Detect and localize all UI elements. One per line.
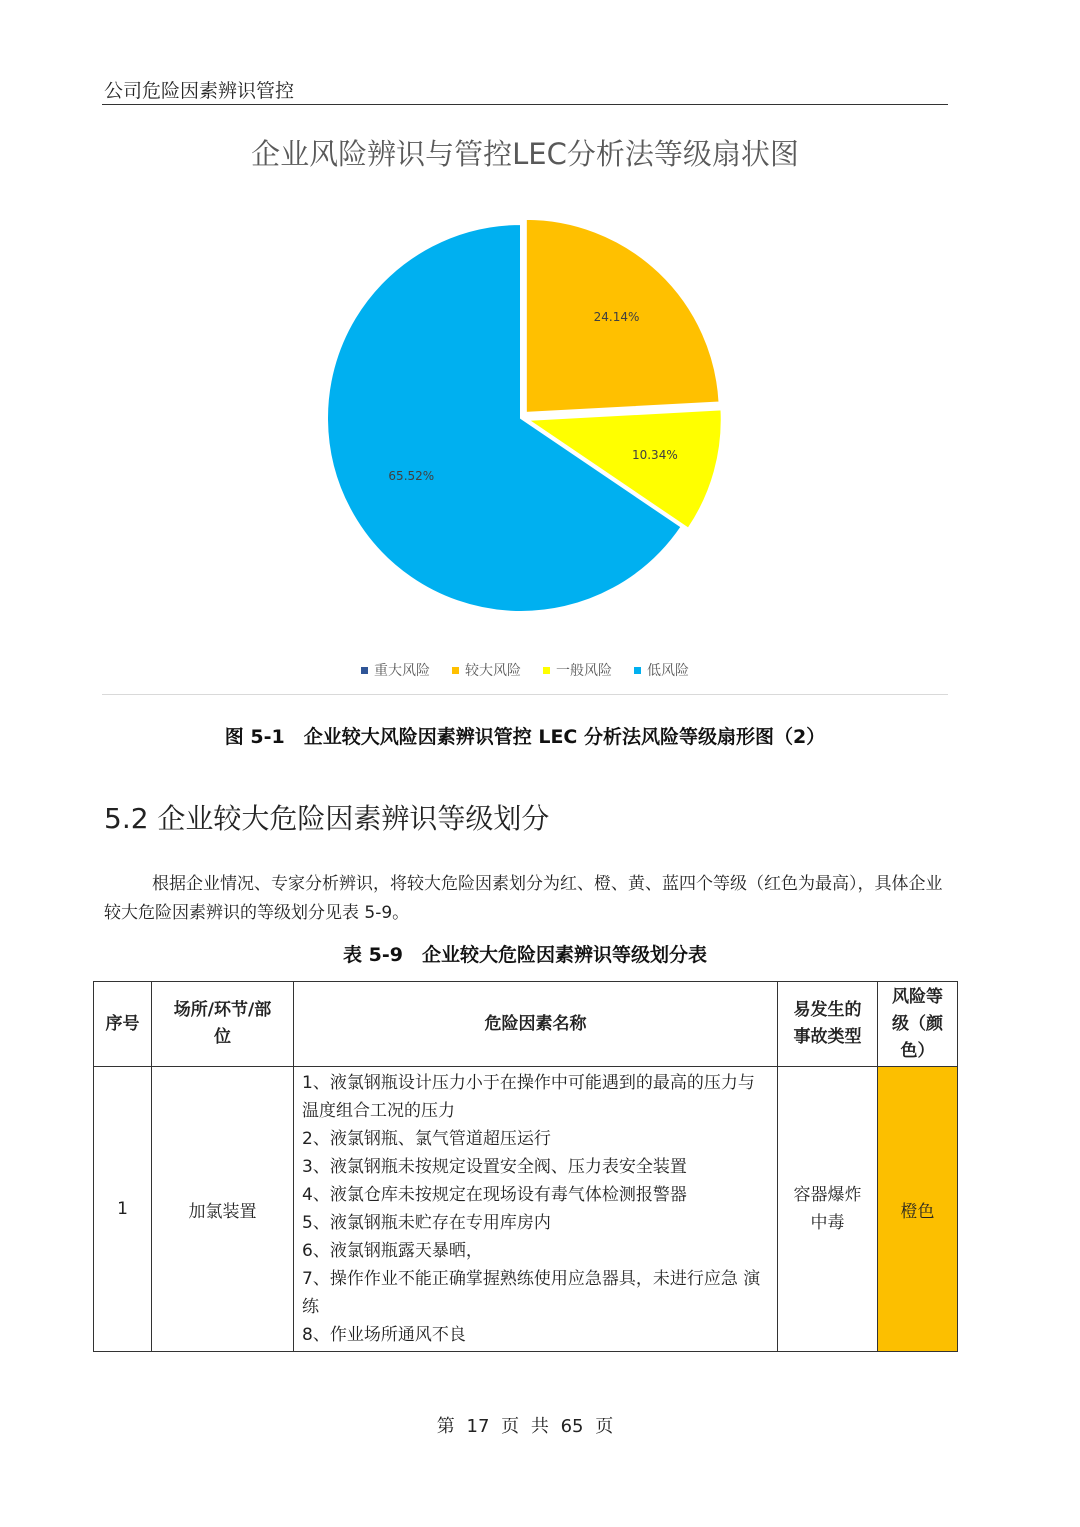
page-footer: 第 17 页 共 65 页 [436, 1416, 614, 1437]
legend-label: 一般风险 [556, 663, 612, 679]
paragraph-text: 根据企业情况、专家分析辨识，将较大危险因素划分为红、橙、黄、蓝四个等级（红色为最高），具体企业较大危险因素辨识的等级划分见表 5-9。 [104, 874, 943, 923]
cell-risk-level: 橙色 [878, 1067, 958, 1352]
legend-label: 较大风险 [465, 663, 521, 679]
header-risk-level-text: 风险等级（颜色） [892, 986, 943, 1061]
cell-index: 1 [94, 1067, 152, 1352]
legend-swatch [543, 667, 550, 674]
header-accident-type-text: 易发生的事故类型 [793, 1000, 862, 1047]
legend-label: 低风险 [647, 663, 689, 679]
hazard-item: 4、液氯仓库未按规定在现场设有毒气体检测报警器 [302, 1185, 687, 1205]
header-hazard-name: 危险因素名称 [294, 982, 778, 1067]
hazard-item: 3、液氯钢瓶未按规定设置安全阀、压力表安全装置 [302, 1157, 687, 1177]
header-text: 公司危险因素辨识管控 [104, 80, 295, 102]
legend-item [361, 660, 430, 680]
accident-type-text: 容器爆炸中毒 [793, 1185, 862, 1233]
header-location-text: 场所/环节/部位 [173, 1000, 272, 1047]
hazard-item: 7、操作作业不能正确掌握熟练使用应急器具，未进行应急 演练 [302, 1269, 761, 1317]
table-caption: 表 5-9 企业较大危险因素辨识等级划分表 [343, 944, 707, 966]
legend-item [452, 660, 521, 680]
pie-data-label: 24.14% [593, 310, 640, 325]
body-paragraph [104, 870, 948, 928]
hazard-item: 1、液氯钢瓶设计压力小于在操作中可能遇到的最高的压力与温度组合工况的压力 [302, 1073, 755, 1121]
pie-data-label: 10.34% [631, 448, 678, 463]
table-row [94, 1067, 958, 1352]
chart-title: 企业风险辨识与管控LEC分析法等级扇状图 [251, 137, 799, 171]
legend-swatch [634, 667, 641, 674]
header-index: 序号 [94, 982, 152, 1067]
header-risk-level [878, 982, 958, 1067]
hazard-item: 2、液氯钢瓶、氯气管道超压运行 [302, 1129, 551, 1149]
table-header-row [94, 982, 958, 1067]
section-heading: 5.2 企业较大危险因素辨识等级划分 [104, 802, 550, 835]
risk-level-table [93, 981, 958, 1352]
chart-legend [102, 660, 948, 680]
hazard-item: 8、作业场所通风不良 [302, 1325, 466, 1345]
cell-accident-type [778, 1067, 878, 1352]
legend-item [634, 660, 689, 680]
legend-item [543, 660, 612, 680]
legend-label: 重大风险 [374, 663, 430, 679]
hazard-item: 5、液氯钢瓶未贮存在专用库房内 [302, 1213, 551, 1233]
legend-swatch [361, 667, 368, 674]
cell-location: 加氯装置 [152, 1067, 294, 1352]
pie-chart-svg [0, 0, 1080, 700]
hazard-item: 6、液氯钢瓶露天暴晒， [302, 1241, 483, 1261]
legend-swatch [452, 667, 459, 674]
pie-data-label: 65.52% [388, 469, 435, 484]
header-accident-type [778, 982, 878, 1067]
chart-border [102, 694, 948, 695]
header-location [152, 982, 294, 1067]
cell-hazards [294, 1067, 778, 1352]
figure-caption: 图 5-1 企业较大风险因素辨识管控 LEC 分析法风险等级扇形图（2） [224, 726, 826, 748]
